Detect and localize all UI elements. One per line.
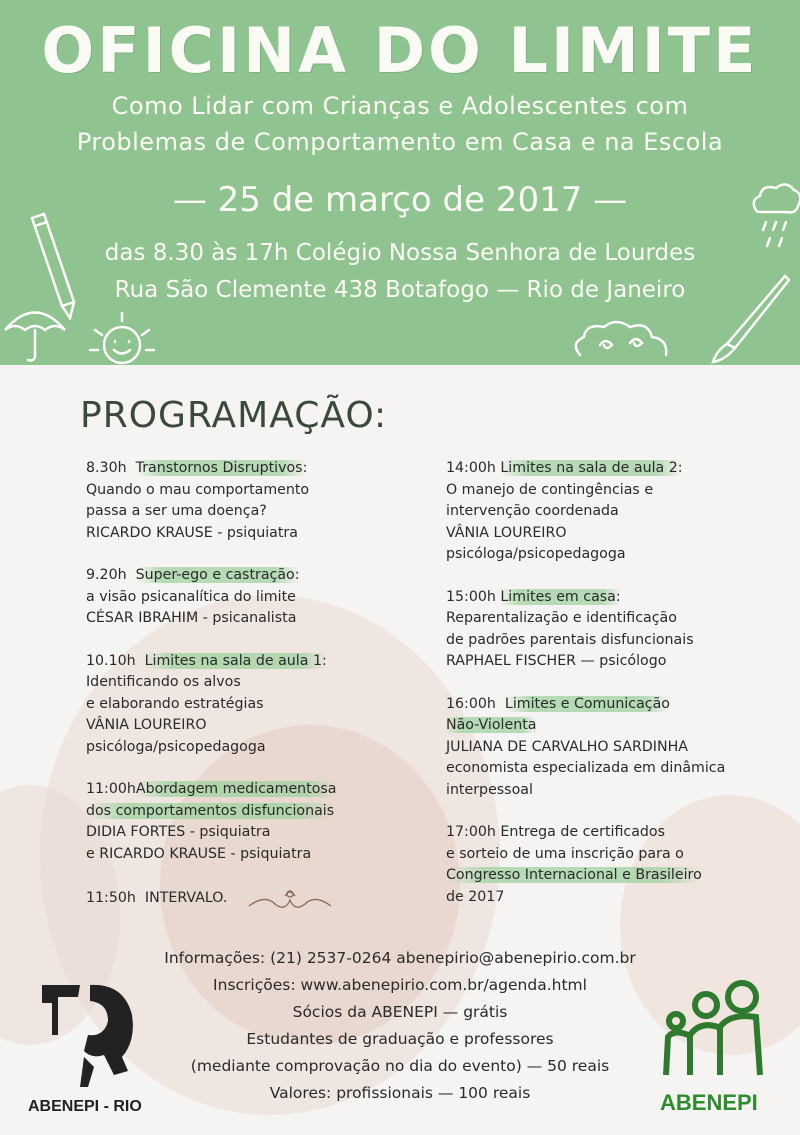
price-professionals: Valores: profissionais — 100 reais [269, 1084, 531, 1102]
abenepi-rio-logo-icon [28, 975, 168, 1095]
interval-entry [86, 886, 431, 912]
event-date: — 25 de março de 2017 — [172, 180, 628, 220]
event-time-venue: das 8.30 às 17h Colégio Nossa Senhora de Lourdes [104, 240, 696, 266]
entry-speaker: VÂNIA LOUREIRO [86, 717, 207, 733]
registration-link[interactable]: Inscrições: www.abenepirio.com.br/agenda.html [213, 976, 587, 994]
entry-line: e elaborando estratégias [86, 695, 264, 712]
entry-title: Transtornos Disruptivos: [135, 460, 308, 476]
entry-line: de padrões parentais disfuncionais [446, 631, 694, 648]
schedule-entry [446, 458, 776, 566]
entry-title: Limites na sala de aula 2: [500, 460, 683, 476]
entry-speaker: e RICARDO KRAUSE - psiquiatra [86, 845, 312, 862]
program-right-column [446, 458, 776, 929]
entry-title: Limites em casa: [500, 588, 621, 605]
price-students-note: (mediante comprovação no dia do evento) — 50 reais [190, 1057, 610, 1075]
entry-speaker: JULIANA DE CARVALHO SARDINHA [446, 738, 688, 755]
entry-time: 16:00h [446, 695, 496, 712]
entry-line: de 2017 [446, 888, 505, 905]
schedule-entry [86, 779, 431, 865]
entry-time: 14:00h [446, 460, 496, 476]
interval-label: 11:50h INTERVALO. [86, 890, 228, 907]
entry-line: Quando o mau comportamento [86, 481, 310, 498]
entry-title: Abordagem medicamentosa [135, 781, 337, 797]
cloud-rain-icon [748, 180, 800, 260]
paintbrush-icon [705, 270, 795, 365]
entry-speaker: DIDIA FORTES - psiquiatra [86, 824, 271, 840]
entry-speaker: RAPHAEL FISCHER — psicólogo [446, 653, 667, 669]
entry-time: 9.20h [86, 567, 127, 583]
entry-speaker-role: psicóloga/psicopedagoga [446, 546, 626, 562]
entry-speaker: VÂNIA LOUREIRO [446, 524, 567, 541]
entry-time: 10.10h [86, 652, 136, 669]
entry-time: 15:00h [446, 588, 496, 605]
price-students: Estudantes de graduação e professores [246, 1030, 554, 1048]
schedule-entry [446, 587, 776, 673]
entry-title: Entrega de certificados [500, 824, 666, 840]
abenepi-rio-logo-text: ABENEPI - RIO [28, 1098, 142, 1115]
schedule-entry [446, 822, 776, 908]
entry-line: Congresso Internacional e Brasileiro [446, 867, 702, 883]
event-subtitle-line2: Problemas de Comportamento em Casa e na Escola [76, 128, 724, 156]
entry-line: Reparentalização e identificação [446, 610, 677, 626]
abenepi-logo-icon [660, 975, 770, 1085]
entry-title: Limites e Comunicação [504, 695, 670, 712]
entry-title-cont: dos comportamentos disfuncionais [86, 802, 335, 819]
umbrella-icon [0, 300, 70, 365]
entry-title: Super-ego e castração: [135, 567, 300, 583]
entry-line: a visão psicanalítica do limite [86, 588, 296, 605]
entry-speaker: CÉSAR IBRAHIM - psicanalista [86, 610, 297, 626]
entry-line: passa a ser uma doença? [86, 503, 267, 519]
entry-line: economista especializada em dinâmica [446, 760, 726, 776]
header-banner [0, 0, 800, 365]
entry-line: intervenção coordenada [446, 503, 619, 519]
contact-line: Informações: (21) 2537-0264 abenepirio@abenepirio.com.br [164, 949, 636, 967]
event-subtitle-line1: Como Lidar com Crianças e Adolescentes com [111, 92, 689, 120]
flourish-icon [245, 886, 335, 912]
program-heading: PROGRAMAÇÃO: [80, 395, 388, 436]
entry-line: e sorteio de uma inscrição para o [446, 845, 684, 862]
entry-speaker: RICARDO KRAUSE - psiquiatra [86, 524, 298, 541]
schedule-entry [86, 458, 431, 544]
entry-time: 17:00h [446, 824, 496, 840]
event-address: Rua São Clemente 438 Botafogo — Rio de Janeiro [114, 277, 686, 303]
event-title: OFICINA DO LIMITE [41, 14, 759, 87]
entry-time: 8.30h [86, 460, 127, 476]
entry-time: 11:00h [86, 781, 136, 797]
abenepi-logo-text: ABENEPI [660, 1090, 758, 1115]
entry-line: Identificando os alvos [86, 674, 241, 690]
entry-title-cont: Não-Violenta [446, 717, 537, 733]
schedule-entry [446, 694, 776, 802]
entry-line: O manejo de contingências e [446, 481, 654, 498]
cloud-swirl-icon [570, 315, 680, 365]
schedule-entry [86, 651, 431, 759]
schedule-entry [86, 565, 431, 630]
price-members: Sócios da ABENEPI — grátis [292, 1003, 508, 1021]
sun-icon [80, 305, 170, 365]
entry-line: interpessoal [446, 781, 533, 798]
entry-title: Limites na sala de aula 1: [144, 652, 327, 669]
program-left-column [86, 458, 431, 933]
entry-speaker-role: psicóloga/psicopedagoga [86, 738, 266, 755]
